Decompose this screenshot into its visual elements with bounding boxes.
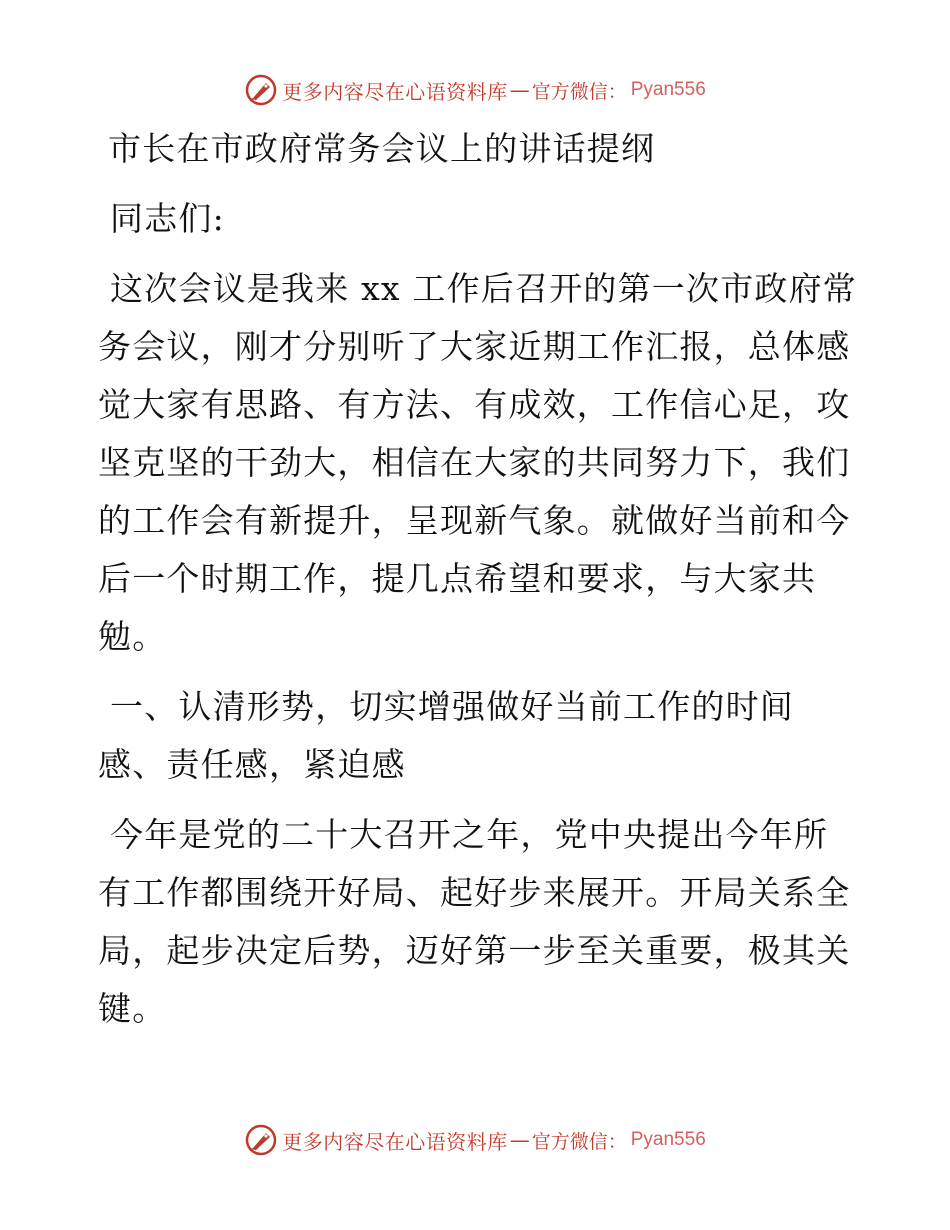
- paragraph-line: 后一个时期工作，提几点希望和要求，与大家共: [98, 559, 817, 598]
- paragraph-line: 的工作会有新提升，呈现新气象。就做好当前和今: [98, 501, 851, 540]
- paragraph-line: 有工作都围绕开好局、起好步来展开。开局关系全: [98, 873, 851, 912]
- document-body: [98, 120, 858, 1038]
- paragraph-line: 今年是党的二十大召开之年，党中央提出今年所: [110, 815, 829, 854]
- paragraph-line: 觉大家有思路、有方法、有成效，工作信心足，攻: [98, 385, 851, 424]
- watermark-wechat-label: 官方微信：: [531, 80, 627, 103]
- paragraph-line: 局，起步决定后势，迈好第一步至关重要，极其关: [98, 931, 851, 970]
- heading-line: 感、责任感，紧迫感: [98, 745, 406, 784]
- paragraph-line: 键。: [98, 989, 167, 1028]
- heading-line: 一、认清形势，切实增强做好当前工作的时间: [110, 687, 794, 726]
- pen-nib-logo-icon: [244, 73, 278, 107]
- paragraph-situation: [98, 806, 850, 1038]
- greeting: 同志们:: [110, 199, 225, 238]
- paragraph-line: 勉。: [98, 617, 167, 656]
- section-heading-1: [98, 678, 850, 794]
- paragraph-line: 务会议，刚才分别听了大家近期工作汇报，总体感: [98, 327, 851, 366]
- paragraph-line: 坚克坚的干劲大，相信在大家的共同努力下，我们: [98, 443, 851, 482]
- watermark-wechat-id: Pyan556: [630, 1129, 706, 1150]
- header-watermark: [0, 70, 950, 110]
- watermark-text: 更多内容尽在心语资料库: [282, 79, 508, 104]
- footer-watermark: [0, 1120, 950, 1160]
- watermark-separator: —: [509, 1128, 530, 1152]
- paragraph-line: 这次会议是我来 xx 工作后召开的第一次市政府常: [110, 269, 858, 308]
- watermark-separator: —: [509, 78, 530, 102]
- paragraph-opening: [98, 260, 858, 666]
- watermark-wechat-id: Pyan556: [630, 79, 706, 100]
- document-title: 市长在市政府常务会议上的讲话提纲: [108, 129, 656, 168]
- watermark-wechat-label: 官方微信：: [531, 1130, 627, 1153]
- watermark-text: 更多内容尽在心语资料库: [282, 1129, 508, 1154]
- pen-nib-logo-icon: [244, 1123, 278, 1157]
